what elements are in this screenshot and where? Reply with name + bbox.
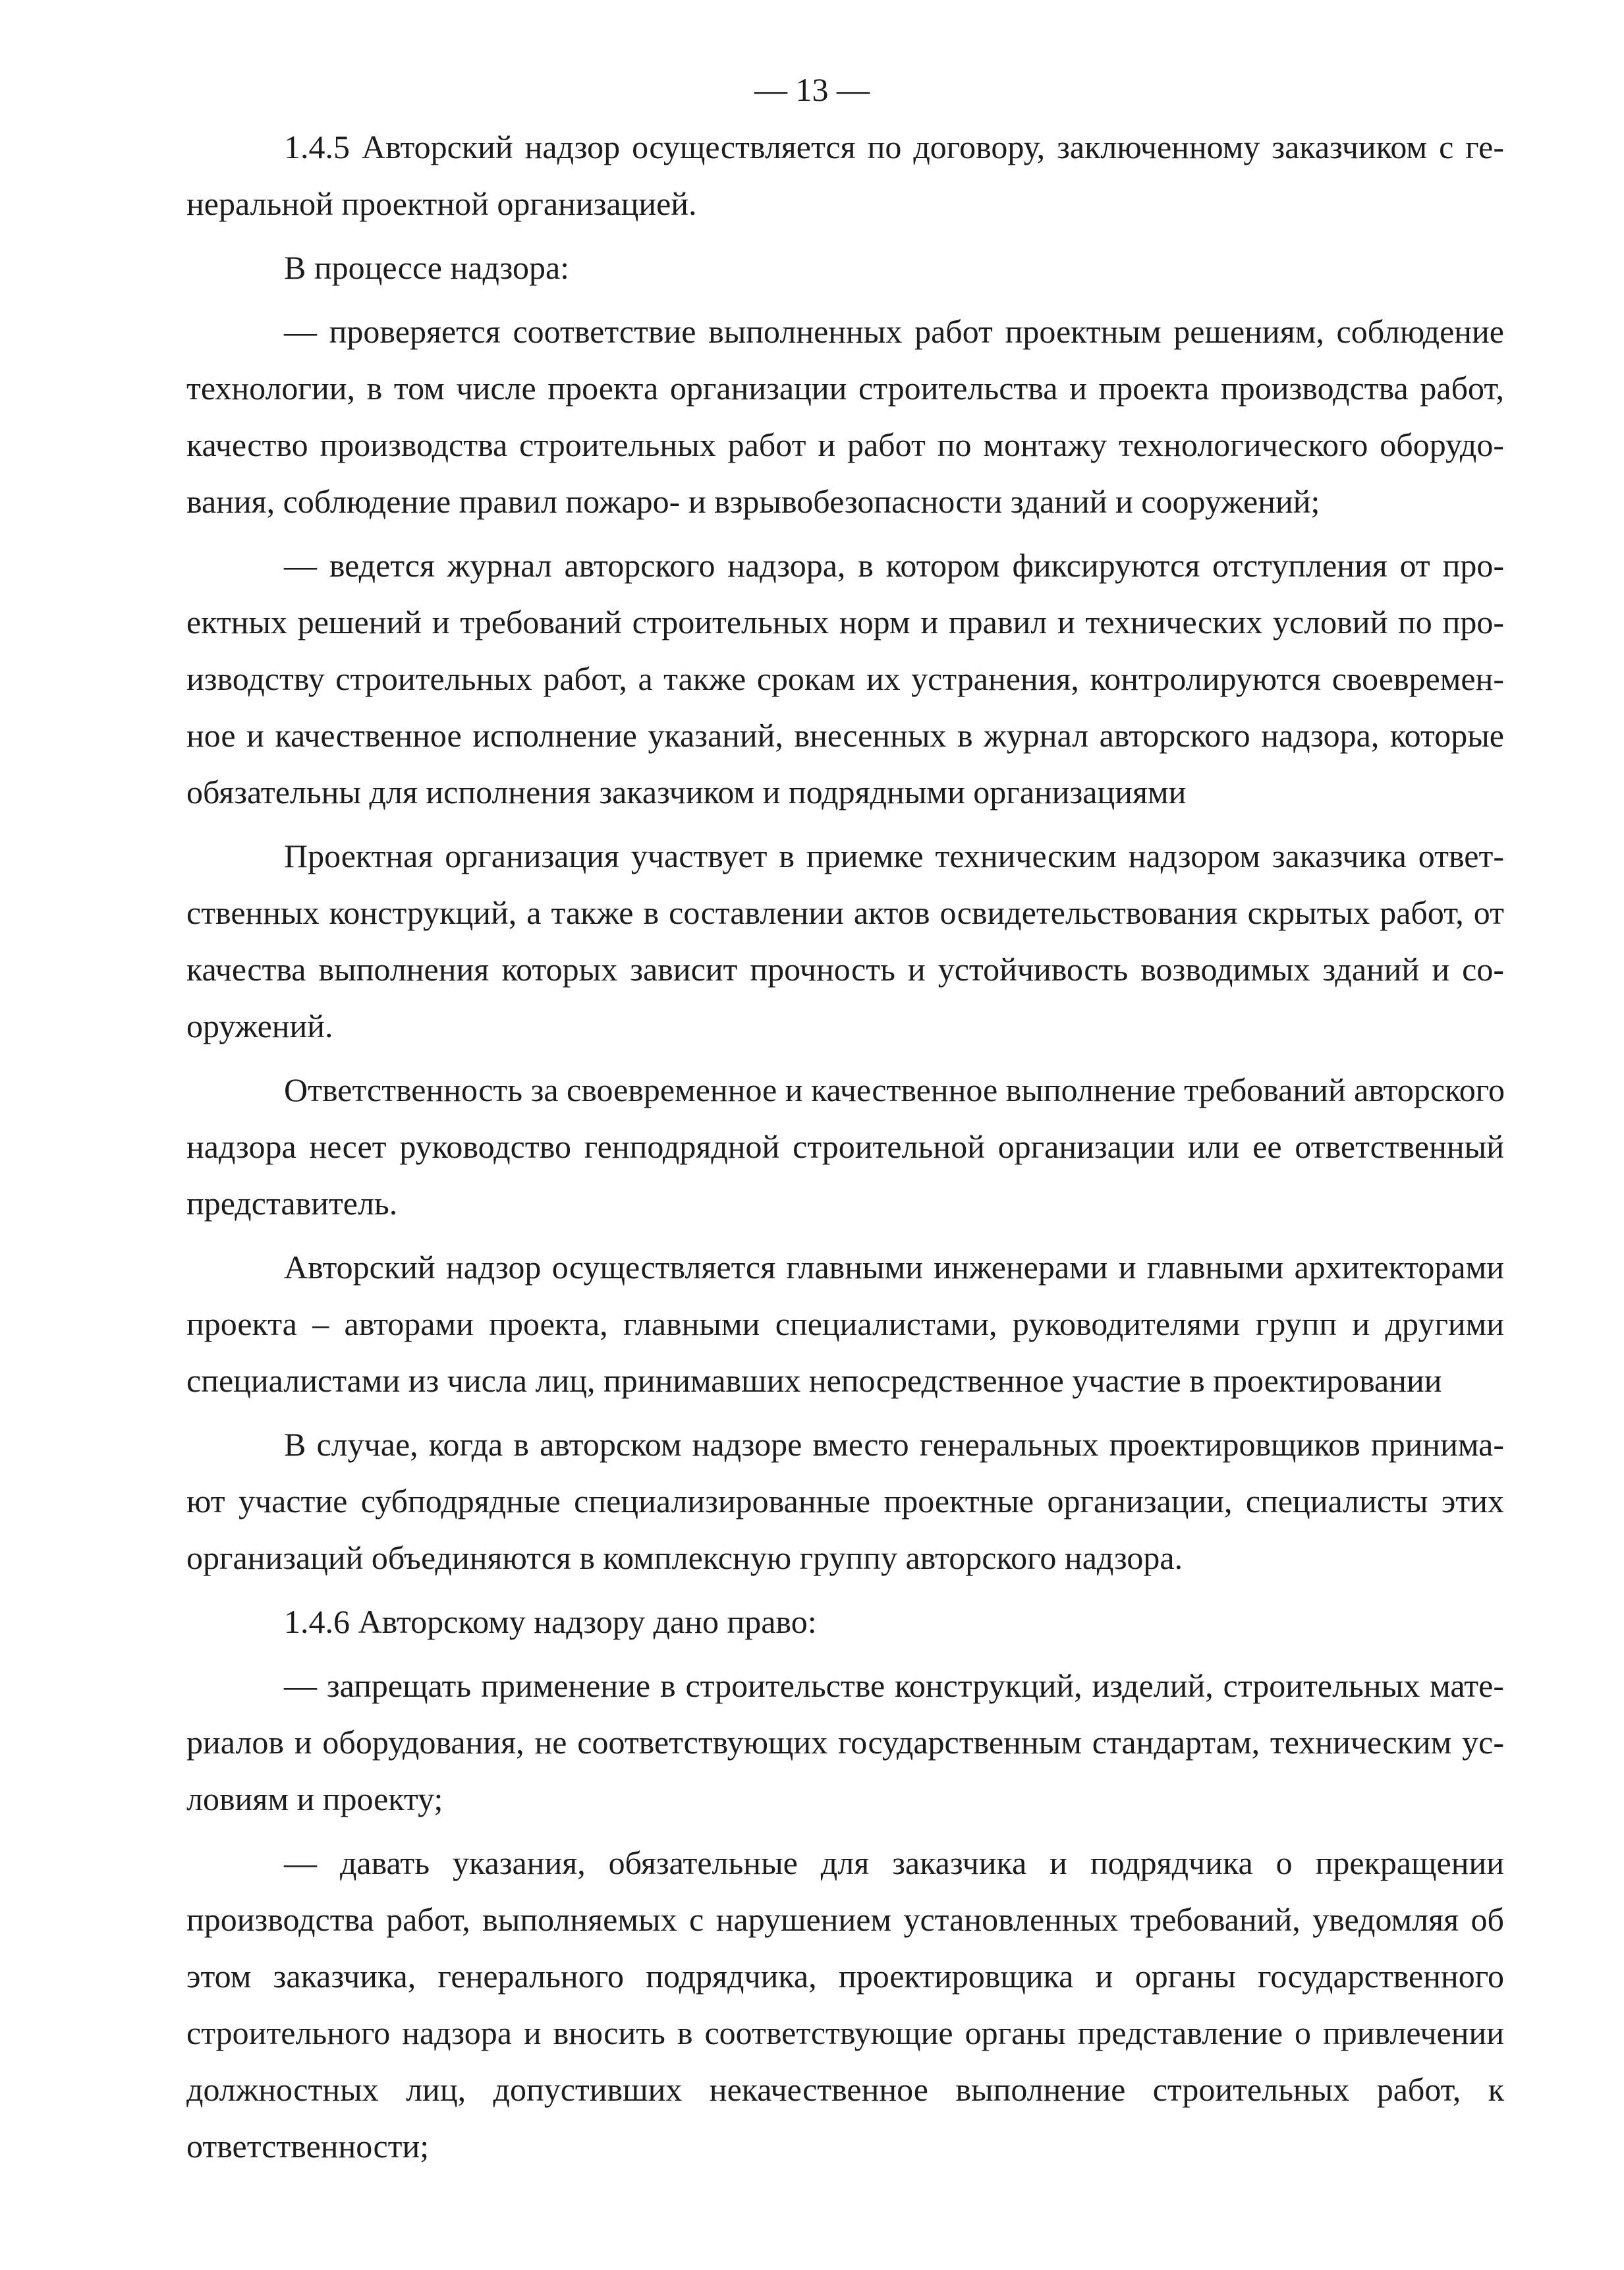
text-line: технологии, в том числе проекта организации строительства и проекта производства работ, bbox=[186, 370, 1504, 407]
text-line: строительного надзора и вносить в соответствующие органы представление о привлечении bbox=[186, 2014, 1504, 2051]
paragraph bbox=[186, 1593, 1504, 1650]
text-line: качество производства строительных работ и работ по монтажу технологического оборудо- bbox=[186, 426, 1504, 463]
text-line: — запрещать применение в строительстве конструкций, изделий, строительных мате- bbox=[284, 1667, 1504, 1704]
paragraph bbox=[186, 1239, 1504, 1409]
paragraph bbox=[186, 828, 1504, 1054]
text-line: ответственности; bbox=[186, 2128, 430, 2165]
paragraph bbox=[186, 239, 1504, 296]
paragraph bbox=[186, 119, 1504, 232]
paragraph bbox=[186, 1834, 1504, 2174]
page-number: — 13 — bbox=[754, 71, 870, 108]
text-line: ют участие субподрядные специализированные проектные организации, специалисты этих bbox=[186, 1483, 1504, 1519]
paragraph bbox=[186, 1416, 1504, 1586]
text-line: организаций объединяются в комплексную группу авторского надзора. bbox=[186, 1539, 1183, 1576]
text-line: В процессе надзора: bbox=[284, 249, 570, 286]
text-line: качества выполнения которых зависит прочность и устойчивость возводимых зданий и со- bbox=[186, 951, 1504, 988]
text-line: этом заказчика, генерального подрядчика, проектировщика и органы государственного bbox=[186, 1958, 1504, 1995]
text-line: проекта – авторами проекта, главными специалистами, руководителями групп и другими bbox=[186, 1305, 1504, 1342]
text-line: представитель. bbox=[186, 1185, 398, 1222]
text-line: изводству строительных работ, а также срокам их устранения, контролируются своевремен- bbox=[186, 660, 1504, 697]
text-line: Ответственность за своевременное и качественное выполнение требований авторского bbox=[284, 1071, 1505, 1108]
document-body bbox=[186, 119, 1504, 2182]
text-line: надзора несет руководство генподрядной строительной организации или ее ответственный bbox=[186, 1128, 1504, 1165]
text-line: должностных лиц, допустивших некачественное выполнение строительных работ, к bbox=[186, 2071, 1504, 2108]
text-line: — проверяется соответствие выполненных работ проектным решениям, соблюдение bbox=[284, 313, 1504, 350]
text-line: Проектная организация участвует в приемке техническим надзором заказчика ответ- bbox=[284, 837, 1504, 874]
text-line: риалов и оборудования, не соответствующих государственным стандартам, техническим ус- bbox=[186, 1724, 1504, 1761]
text-line: неральной проектной организацией. bbox=[186, 185, 697, 222]
text-line: ственных конструкций, а также в составлении актов освидетельствования скрытых работ, от bbox=[186, 894, 1504, 931]
text-line: В случае, когда в авторском надзоре вместо генеральных проектировщиков принима- bbox=[284, 1426, 1504, 1463]
text-line: обязательны для исполнения заказчиком и подрядными организациями bbox=[186, 774, 1187, 810]
text-line: 1.4.6 Авторскому надзору дано право: bbox=[284, 1603, 817, 1640]
text-line: оружений. bbox=[186, 1007, 333, 1044]
paragraph bbox=[186, 537, 1504, 820]
text-line: ное и качественное исполнение указаний, внесенных в журнал авторского надзора, которые bbox=[186, 717, 1504, 754]
paragraph bbox=[186, 1657, 1504, 1827]
text-line: ловиям и проекту; bbox=[186, 1780, 443, 1817]
text-line: вания, соблюдение правил пожаро- и взрывобезопасности зданий и сооружений; bbox=[186, 483, 1320, 520]
paragraph bbox=[186, 303, 1504, 530]
text-line: Авторский надзор осуществляется главными инженерами и главными архитекторами bbox=[284, 1249, 1504, 1286]
text-line: ектных решений и требований строительных норм и правил и технических условий по про- bbox=[186, 604, 1504, 640]
text-line: 1.4.5 Авторский надзор осуществляется по договору, заключенному заказчиком с ге- bbox=[284, 128, 1504, 165]
text-line: — ведется журнал авторского надзора, в котором фиксируются отступления от про- bbox=[284, 547, 1504, 584]
paragraph bbox=[186, 1062, 1504, 1232]
text-line: специалистами из числа лиц, принимавших непосредственное участие в проектировании bbox=[186, 1362, 1442, 1399]
text-line: производства работ, выполняемых с нарушением установленных требований, уведомляя об bbox=[186, 1901, 1504, 1938]
text-line: — давать указания, обязательные для заказчика и подрядчика о прекращении bbox=[284, 1844, 1504, 1881]
